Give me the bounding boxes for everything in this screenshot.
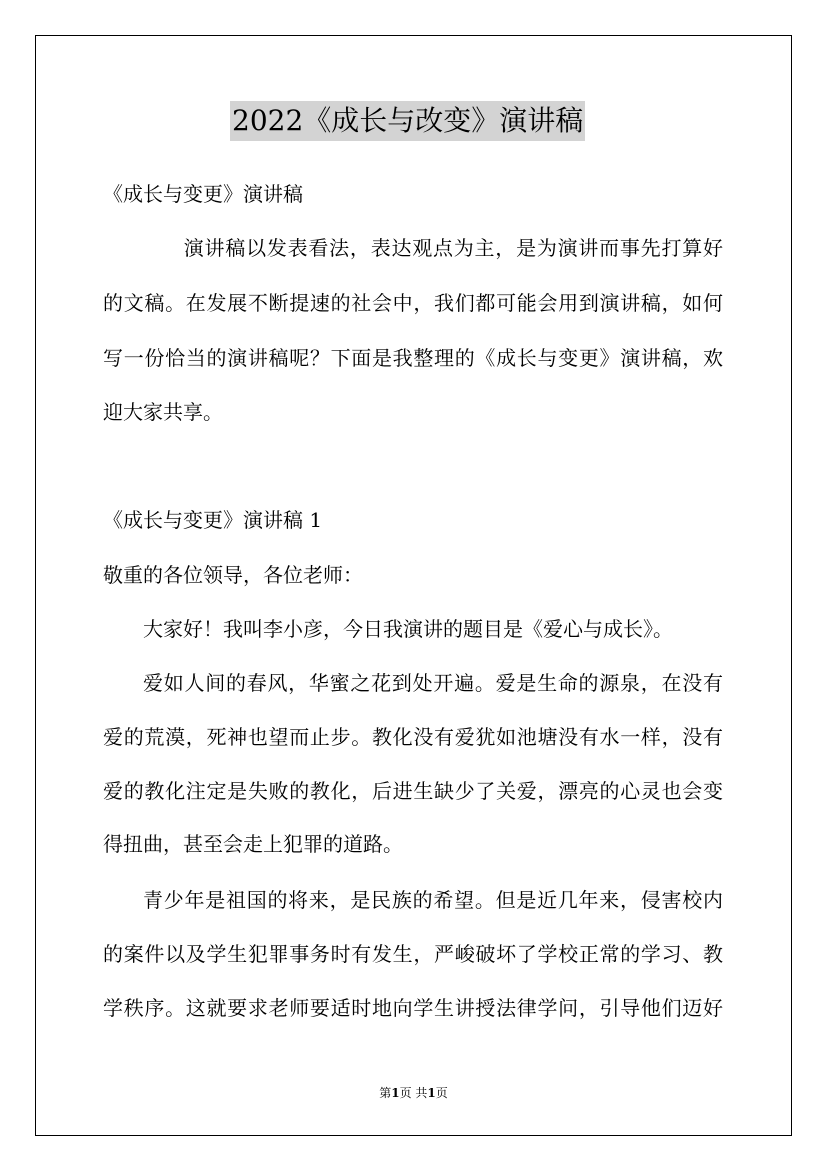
- greeting: 大家好！我叫李小彦，今日我演讲的题目是《爱心与成长》。: [143, 617, 673, 641]
- footer-prefix: 第: [379, 1086, 392, 1100]
- speech-heading: 《成长与变更》演讲稿 1: [103, 508, 323, 532]
- paragraph1-line-3: 爱的教化注定是失败的教化，后进生缺少了关爱，漂亮的心灵也会变: [103, 779, 723, 803]
- salutation: 敬重的各位领导，各位老师：: [103, 563, 363, 587]
- footer-total-pages: 1: [427, 1086, 436, 1100]
- intro-line-3: 写一份恰当的演讲稿呢？下面是我整理的《成长与变更》演讲稿，欢: [103, 346, 723, 370]
- paragraph2-line-3: 学秩序。这就要求老师要适时地向学生讲授法律学问，引导他们迈好: [103, 996, 723, 1020]
- intro-line-1: 演讲稿以发表看法，表达观点为主，是为演讲而事先打算好: [183, 236, 723, 260]
- intro-line-2: 的文稿。在发展不断提速的社会中，我们都可能会用到演讲稿，如何: [103, 291, 723, 315]
- intro-line-4: 迎大家共享。: [103, 400, 223, 424]
- paragraph1-line-4: 得扭曲，甚至会走上犯罪的道路。: [103, 832, 403, 856]
- footer-page-number: 1: [391, 1086, 400, 1100]
- paragraph2-line-2: 的案件以及学生犯罪事务时有发生，严峻破坏了学校正常的学习、教: [103, 942, 723, 966]
- page-footer: [0, 1085, 827, 1101]
- paragraph1-line-2: 爱的荒漠，死神也望而止步。教化没有爱犹如池塘没有水一样，没有: [103, 725, 723, 749]
- document-title: 2022《成长与改变》演讲稿: [230, 101, 585, 141]
- footer-middle: 页 共: [399, 1086, 428, 1100]
- paragraph1-line-1: 爱如人间的春风，华蜜之花到处开遍。爱是生命的源泉，在没有: [143, 671, 723, 695]
- footer-suffix: 页: [435, 1086, 448, 1100]
- document-subtitle: 《成长与变更》演讲稿: [103, 182, 303, 206]
- paragraph2-line-1: 青少年是祖国的将来，是民族的希望。但是近几年来，侵害校内: [143, 888, 723, 912]
